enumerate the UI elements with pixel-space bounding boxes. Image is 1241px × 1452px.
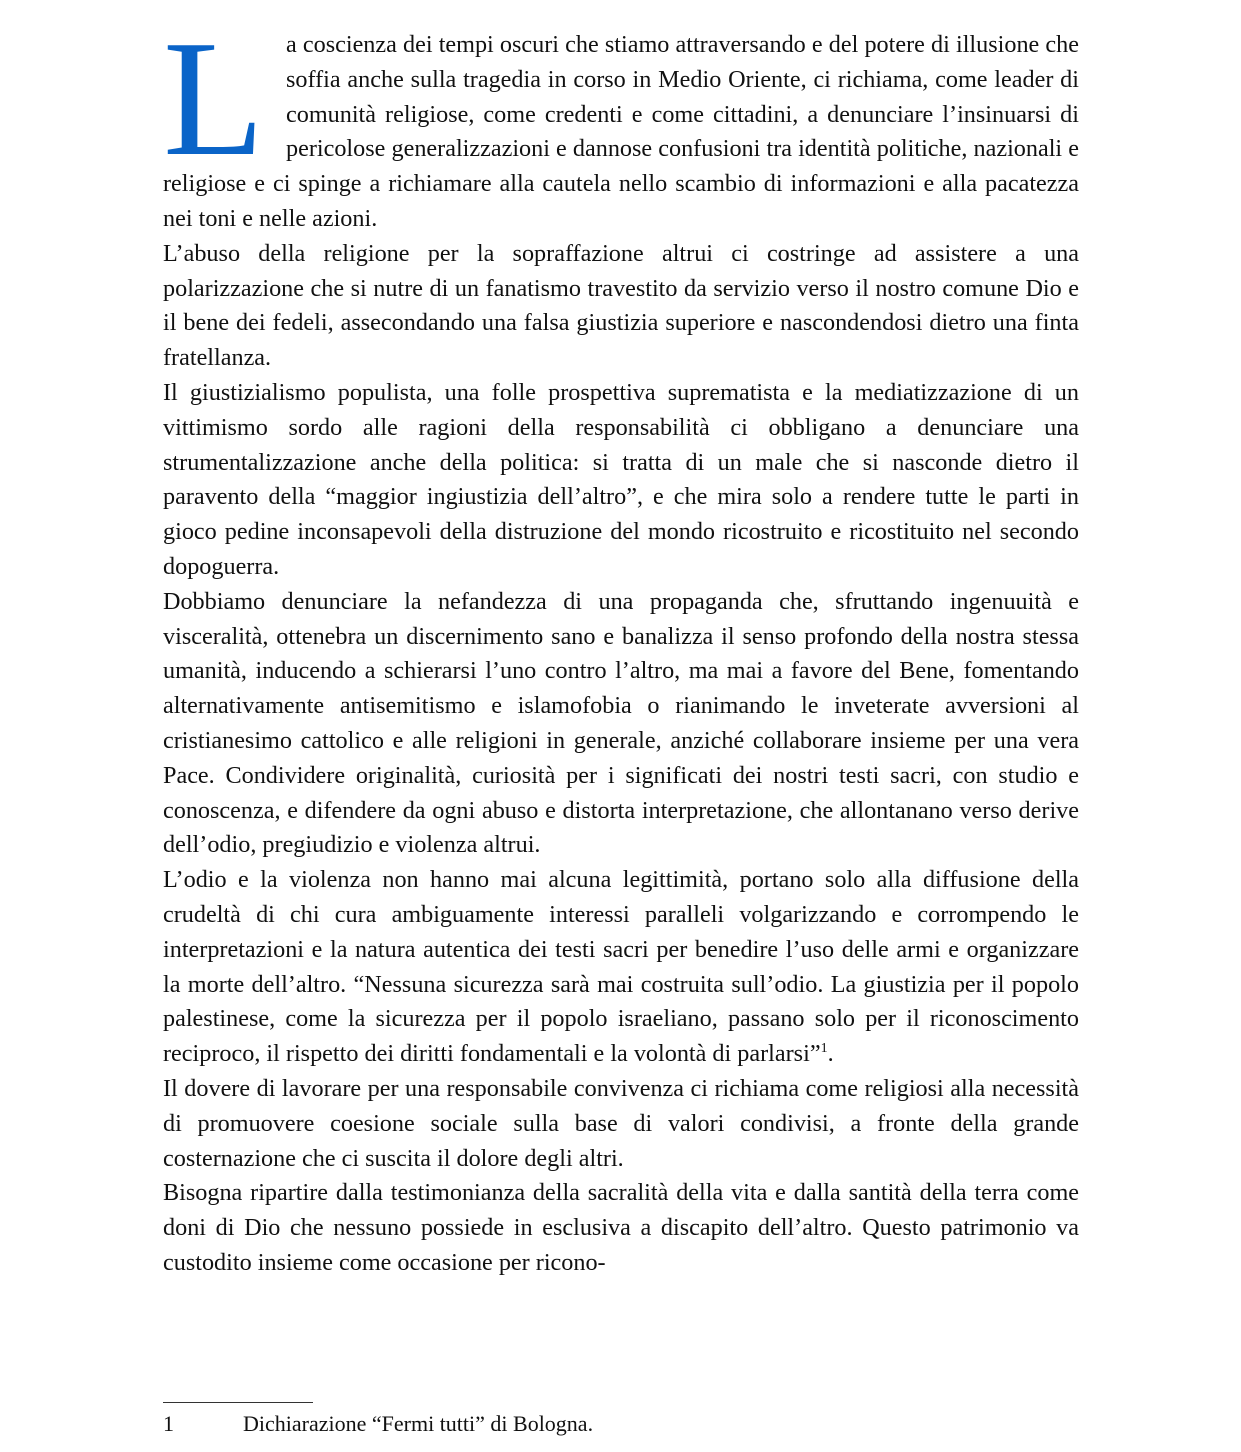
- paragraph-1: [163, 6, 1079, 237]
- footnote-reference[interactable]: 1: [820, 1041, 828, 1057]
- paragraph-7: Bisogna ripartire dalla testimonianza della sacralità della vita e dalla santità della terra come doni di Dio che nessuno possiede in esclusiva a discapito dell’altro. Questo patrimonio va custodito insieme come occasione per ricono-: [163, 1179, 1079, 1276]
- paragraph-3: Il giustizialismo populista, una folle prospettiva suprematista e la mediatizzazione di un vittimismo sordo alle ragioni della responsabilità ci obbligano a denunciare una strumentalizzazione anche della politica: si tratta di un male che si nasconde dietro il paravento della “maggior ingiustizia dell’altro”, e che mira solo a rendere tutte le parti in gioco pedine inconsapevoli della distruzione del mondo ricostruito e ricostituito nel secondo dopoguerra.: [163, 378, 1079, 580]
- footnote-number: 1: [163, 1411, 174, 1436]
- paragraph-5: [163, 863, 1079, 1072]
- paragraph-6: Il dovere di lavorare per una responsabile convivenza ci richiama come religiosi alla necessità di promuovere coesione sociale sulla base di valori condivisi, a fronte della grande costernazione che ci suscita il dolore degli altri.: [163, 1074, 1079, 1172]
- document-body: [163, 6, 1079, 1281]
- paragraph-5-tail: .: [827, 1040, 834, 1068]
- paragraph-4: Dobbiamo denunciare la nefandezza di una propaganda che, sfruttando ingenuuità e visceralità, ottenebra un discernimento sano e banalizza il senso profondo della nostra stessa umanità, inducendo a schierarsi l’uno contro l’altro, ma mai a favore del Bene, fomentando alternativamente antisemitismo e islamofobia o rianimando le inveterate avversioni al cristianesimo cattolico e alle religioni in generale, anziché collaborare insieme per una vera Pace. Condividere originalità, curiosità per i significati dei nostri testi sacri, con studio e conoscenza, e difendere da ogni abuso e distorta interpretazione, che allontanano verso derive dell’odio, pregiudizio e violenza altrui.: [163, 587, 1079, 859]
- paragraph-5-text: L’odio e la violenza non hanno mai alcuna legittimità, portano solo alla diffusione della crudeltà di chi cura ambiguamente interessi paralleli volgarizzando e corrompendo le interpretazioni e la natura autentica dei testi sacri per benedire l’uso delle armi e organizzare la morte dell’altro. “Nessuna sicurezza sarà mai costruita sull’odio. La giustizia per il popolo palestinese, come la sicurezza per il popolo israeliano, passano solo per il riconoscimento reciproco, il rispetto dei diritti fondamentali e la volontà di parlarsi”: [163, 866, 1079, 1068]
- footnote: [163, 1408, 1079, 1440]
- footnote-text: Dichiarazione “Fermi tutti” di Bologna.: [243, 1411, 594, 1436]
- paragraph-2: L’abuso della religione per la sopraffazione altrui ci costringe ad assistere a una polarizzazione che si nutre di un fanatismo travestito da servizio verso il nostro comune Dio e il bene dei fedeli, assecondando una falsa giustizia superiore e nascondendosi dietro una finta fratellanza.: [163, 239, 1079, 372]
- drop-cap: L: [163, 6, 265, 190]
- footnote-divider: [163, 1402, 313, 1403]
- paragraph-1-text: a coscienza dei tempi oscuri che stiamo attraversando e del potere di illusione che soffia anche sulla tragedia in corso in Medio Oriente, ci richiama, come leader di comunità religiose, come credenti e come cittadini, a denunciare l’insinuarsi di pericolose generalizzazioni e dannose confusioni tra identità politiche, nazionali e religiose e ci spinge a richiamare alla cautela nello scambio di informazioni e alla pacatezza nei toni e nelle azioni.: [163, 31, 1079, 232]
